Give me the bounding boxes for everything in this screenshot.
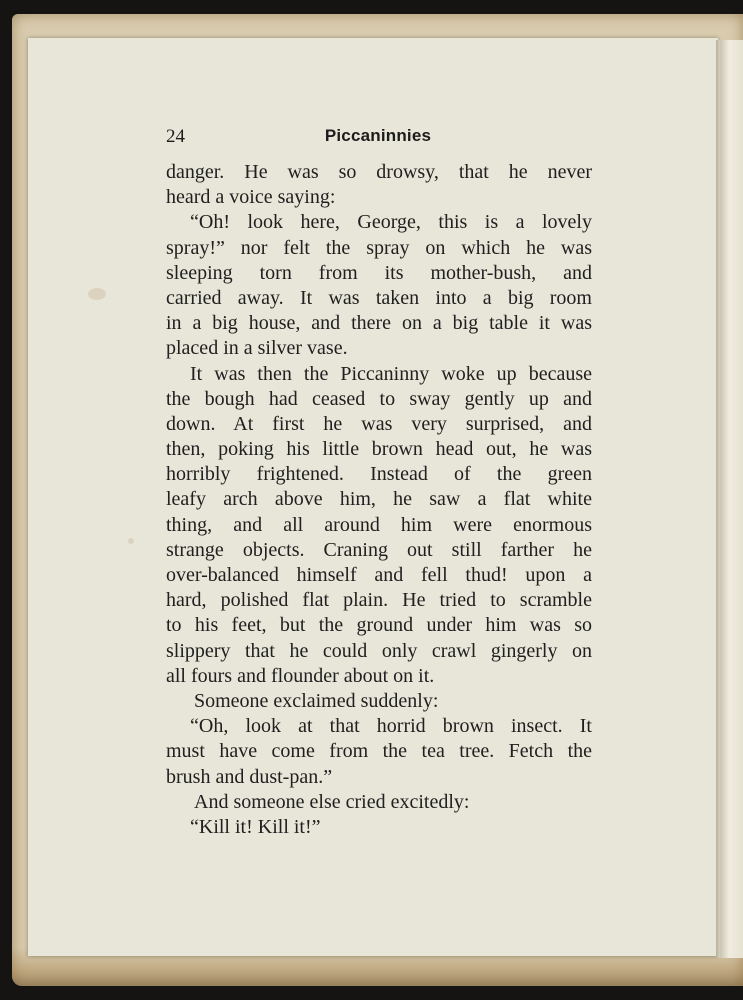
text-line: then, poking his little brown head out, he was xyxy=(166,438,592,461)
text-line: danger. He was so drowsy, that he never xyxy=(166,161,592,183)
text-line: “Oh! look here, George, this is a lovely xyxy=(190,211,592,234)
text-line: “Kill it! Kill it!” xyxy=(190,815,321,838)
text-line: must have come from the tea tree. Fetch the xyxy=(166,740,592,763)
text-line: in a big house, and there on a big table it was xyxy=(166,312,592,335)
text-line: to his feet, but the ground under him was so xyxy=(166,614,592,637)
page-stain xyxy=(128,538,134,544)
running-title: Piccaninnies xyxy=(324,126,432,145)
text-line: all fours and flounder about on it. xyxy=(166,664,435,687)
text-line: horribly frightened. Instead of the green xyxy=(166,463,592,486)
running-head xyxy=(166,126,590,150)
page-number: 24 xyxy=(166,126,185,147)
text-line: strange objects. Craning out still farther he xyxy=(166,538,592,561)
text-line: carried away. It was taken into a big room xyxy=(166,286,592,309)
facing-page-edge xyxy=(720,40,743,958)
text-line: the bough had ceased to sway gently up and xyxy=(166,387,592,410)
text-line: hard, polished flat plain. He tried to scramble xyxy=(166,589,592,612)
text-line: sleeping torn from its mother-bush, and xyxy=(166,261,592,284)
text-line: brush and dust-pan.” xyxy=(166,765,333,788)
page-stain xyxy=(88,288,106,300)
text-line: Someone exclaimed suddenly: xyxy=(194,689,439,712)
body-text xyxy=(166,160,592,840)
text-line: heard a voice saying: xyxy=(166,186,336,209)
text-line: leafy arch above him, he saw a flat white xyxy=(166,488,592,511)
text-line: placed in a silver vase. xyxy=(166,337,348,360)
text-line: down. At first he was very surprised, and xyxy=(166,412,592,435)
text-line: And someone else cried excitedly: xyxy=(194,790,470,813)
text-line: “Oh, look at that horrid brown insect. It xyxy=(190,715,592,738)
text-line: thing, and all around him were enormous xyxy=(166,513,592,536)
text-line: slippery that he could only crawl gingerly on xyxy=(166,639,592,662)
text-line: It was then the Piccaninny woke up because xyxy=(190,362,592,385)
text-line: spray!” nor felt the spray on which he was xyxy=(166,236,592,259)
text-line: over-balanced himself and fell thud! upon a xyxy=(166,564,592,586)
